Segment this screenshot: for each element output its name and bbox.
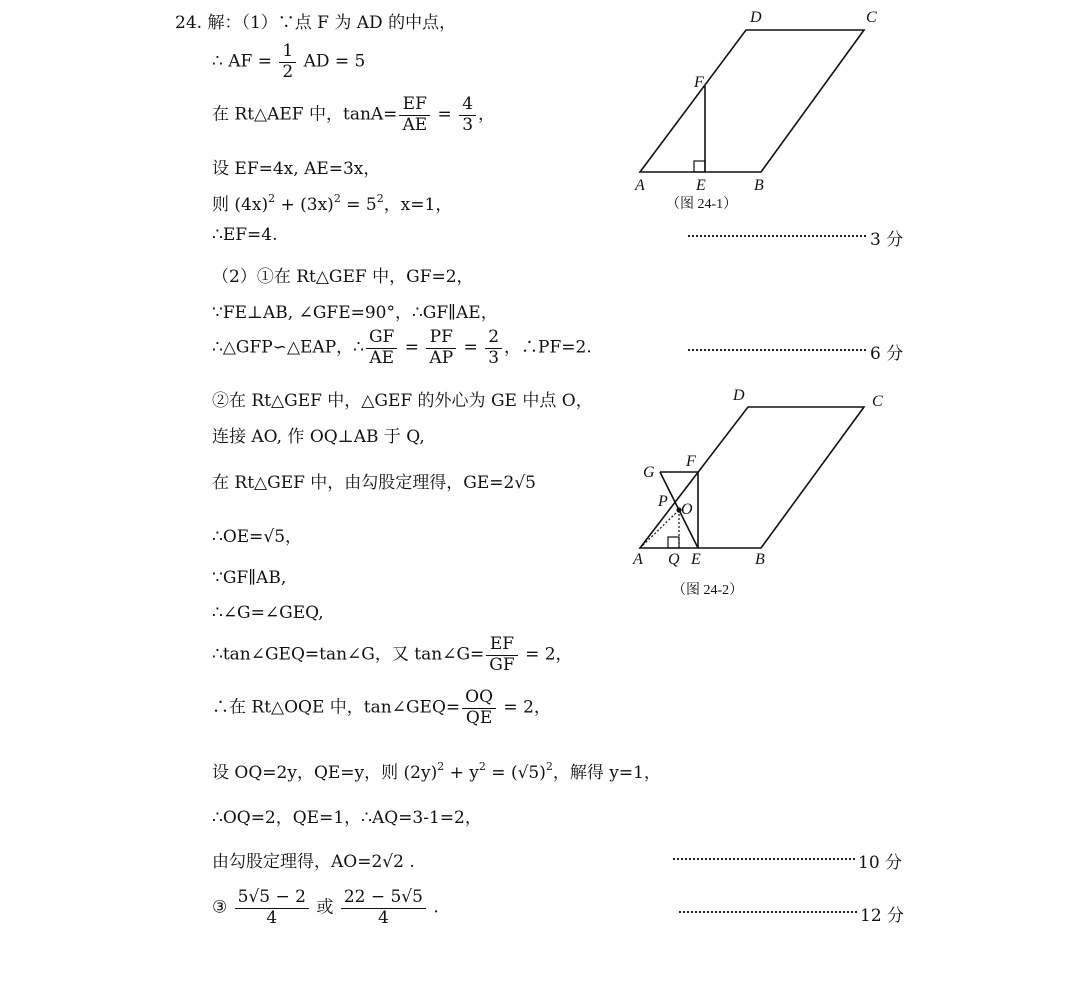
label-f: F bbox=[686, 453, 696, 470]
solution-line-1 bbox=[175, 8, 456, 33]
fraction: $\frac{OQ}{QE}$ bbox=[462, 688, 496, 728]
label-e: E bbox=[691, 551, 701, 568]
text-segment: 则 (4x) bbox=[212, 195, 269, 215]
solution-line-10 bbox=[212, 386, 593, 411]
score-3: 3 分 bbox=[870, 230, 904, 250]
text-segment: = (√5) bbox=[485, 763, 546, 783]
text-segment: + (3x) bbox=[275, 195, 334, 215]
text-segment: ，解得 y=1， bbox=[552, 763, 661, 783]
text-segment: + y bbox=[444, 763, 479, 783]
score-6: 6 分 bbox=[870, 344, 904, 364]
text-segment: ，x=1， bbox=[383, 195, 453, 215]
label-o: O bbox=[681, 501, 693, 518]
solution-line-11 bbox=[212, 422, 425, 447]
text-segment: . bbox=[427, 897, 439, 918]
exponent: 2 bbox=[437, 760, 445, 773]
text-segment: ∴tan∠GEQ=tan∠G，又 tan∠G= bbox=[212, 644, 485, 665]
text-segment: ∴OQ=2，QE=1，∴AQ=3-1=2， bbox=[212, 808, 482, 828]
label-c: C bbox=[866, 9, 877, 26]
score-leader-dots bbox=[688, 235, 866, 237]
text-segment: = bbox=[458, 337, 484, 358]
text-segment: = 2， bbox=[498, 697, 551, 718]
score-leader-dots bbox=[679, 911, 857, 913]
solution-line-4 bbox=[212, 154, 380, 179]
text-segment: ∵FE⊥AB, ∠GFE=90°，∴GF∥AE， bbox=[212, 303, 498, 323]
solution-line-2 bbox=[212, 42, 365, 82]
solution-line-15 bbox=[212, 603, 324, 623]
problem-intro: 24. 解：（1）∵点 F 为 AD 的中点， bbox=[175, 13, 457, 33]
score-12: 12 分 bbox=[860, 906, 905, 926]
label-b: B bbox=[755, 551, 765, 568]
right-angle-mark-q bbox=[668, 537, 679, 548]
solution-line-21 bbox=[212, 888, 439, 928]
parallelogram-abcd bbox=[640, 30, 864, 172]
fraction: $\frac{5√5 - 2}{4}$ bbox=[235, 888, 309, 928]
text-segment: 或 bbox=[311, 897, 339, 918]
text-segment: = 5 bbox=[340, 195, 377, 215]
exponent: 2 bbox=[333, 192, 341, 205]
parallelogram-abcd bbox=[640, 407, 864, 548]
fraction: $\frac{EF}{AE}$ bbox=[399, 95, 430, 135]
solution-line-3 bbox=[212, 95, 495, 135]
solution-line-8 bbox=[212, 298, 498, 323]
label-d: D bbox=[750, 9, 762, 26]
text-segment: ∴ AF = bbox=[212, 51, 278, 72]
label-p: P bbox=[658, 493, 668, 510]
label-b: B bbox=[754, 177, 764, 194]
text-segment: 设 EF=4x, AE=3x， bbox=[212, 159, 381, 179]
text-segment: 在 Rt△AEF 中，tanA= bbox=[212, 104, 398, 125]
text-segment: ，∴PF=2. bbox=[504, 337, 592, 358]
label-g: G bbox=[643, 464, 655, 481]
fraction: $\frac{4}{3}$ bbox=[459, 95, 476, 135]
text-segment: ③ bbox=[212, 897, 233, 918]
fraction: $\frac{PF}{AP}$ bbox=[426, 328, 456, 368]
label-a: A bbox=[633, 551, 643, 568]
text-segment: ∵GF∥AB, bbox=[212, 568, 287, 588]
label-a: A bbox=[635, 177, 645, 194]
text-segment: ， bbox=[478, 104, 496, 125]
solution-line-13 bbox=[212, 522, 302, 547]
text-segment: 设 OQ=2y，QE=y，则 (2y) bbox=[212, 763, 438, 783]
fraction: $\frac{2}{3}$ bbox=[485, 328, 502, 368]
score-leader-dots bbox=[673, 858, 855, 860]
caption-24-2: （图 24-2） bbox=[672, 583, 744, 598]
text-segment: ∴OE=√5， bbox=[212, 527, 303, 547]
text-segment: ∴△GFP∽△EAP，∴ bbox=[212, 337, 364, 358]
solution-line-17 bbox=[212, 688, 551, 728]
exponent: 2 bbox=[545, 760, 553, 773]
segment-ao bbox=[640, 510, 679, 548]
fraction: $\frac{GF}{AE}$ bbox=[366, 328, 397, 368]
fraction: $\frac{1}{2}$ bbox=[279, 42, 296, 82]
text-segment: （2）①在 Rt△GEF 中，GF=2， bbox=[212, 267, 474, 287]
solution-line-20 bbox=[212, 847, 415, 872]
exponent: 2 bbox=[268, 192, 276, 205]
text-segment: ②在 Rt△GEF 中，△GEF 的外心为 GE 中点 O， bbox=[212, 391, 593, 411]
text-segment: 连接 AO, 作 OQ⊥AB 于 Q, bbox=[212, 427, 425, 447]
exponent: 2 bbox=[376, 192, 384, 205]
label-e: E bbox=[696, 177, 706, 194]
text-segment: ∴在 Rt△OQE 中，tan∠GEQ= bbox=[212, 697, 461, 718]
label-q: Q bbox=[668, 551, 680, 568]
solution-line-6 bbox=[212, 225, 278, 245]
caption-24-1: （图 24-1） bbox=[666, 197, 738, 212]
solution-line-16 bbox=[212, 635, 573, 675]
score-10: 10 分 bbox=[858, 853, 903, 873]
label-f: F bbox=[694, 74, 704, 91]
right-angle-mark bbox=[694, 161, 705, 172]
text-segment: = bbox=[399, 337, 425, 358]
text-segment: AD = 5 bbox=[298, 51, 366, 72]
solution-line-9 bbox=[212, 328, 592, 368]
fraction: $\frac{22 - 5√5}{4}$ bbox=[341, 888, 426, 928]
figure-24-2 bbox=[620, 380, 900, 600]
label-d: D bbox=[733, 387, 745, 404]
fraction: $\frac{EF}{GF}$ bbox=[486, 635, 517, 675]
text-segment: = 2， bbox=[519, 644, 573, 665]
exponent: 2 bbox=[478, 760, 486, 773]
solution-line-18 bbox=[212, 758, 661, 783]
text-segment: 在 Rt△GEF 中，由勾股定理得，GE=2√5 bbox=[212, 473, 536, 493]
text-segment: ∴EF=4. bbox=[212, 225, 278, 245]
solution-line-14 bbox=[212, 568, 286, 588]
solution-line-7 bbox=[212, 262, 474, 287]
text-segment: 由勾股定理得，AO=2√2 . bbox=[212, 852, 415, 872]
label-c: C bbox=[872, 393, 883, 410]
solution-line-5 bbox=[212, 190, 452, 215]
score-leader-dots bbox=[688, 349, 866, 351]
solution-line-19 bbox=[212, 803, 482, 828]
text-segment: = bbox=[432, 104, 458, 125]
solution-line-12 bbox=[212, 468, 536, 493]
text-segment: ∴∠G=∠GEQ, bbox=[212, 603, 324, 623]
figure-24-1 bbox=[620, 0, 900, 215]
